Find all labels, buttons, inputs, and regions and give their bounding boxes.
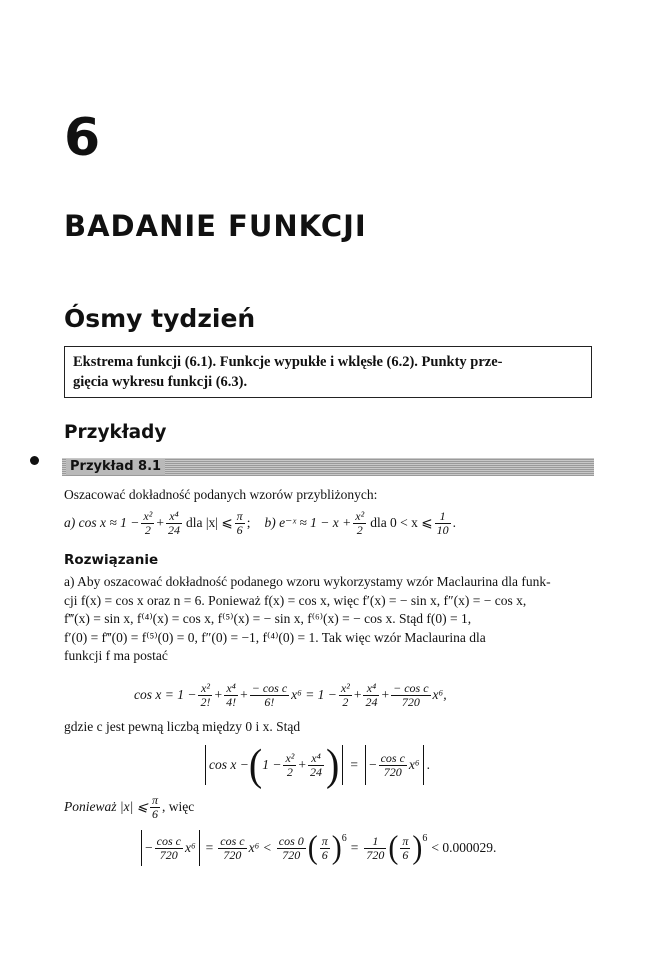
solution-line-7 — [64, 790, 194, 824]
equation-maclaurin — [134, 674, 447, 716]
topics-box — [64, 346, 592, 398]
eq2-b: 1 − — [262, 757, 282, 772]
bullet-icon — [30, 456, 39, 465]
examples-heading: Przykłady — [64, 422, 167, 443]
solution-line-5: funkcji f ma postać — [64, 648, 168, 663]
eq3-frac4: $\frac{\pi}{6}$ — [321, 833, 328, 862]
equation-bound — [138, 826, 496, 870]
eq1-plus2: + — [240, 687, 248, 702]
line7-a: Ponieważ |x| ⩽ — [64, 799, 148, 814]
solution-paragraph — [64, 573, 592, 666]
formula-a-frac1: $\frac{\text{x²}}{2}$ — [143, 508, 153, 537]
solution-line-1: a) Aby oszacować dokładność podanego wzoru wykorzystamy wzór Maclaurina dla funk- — [64, 574, 551, 589]
chapter-number: 6 — [64, 108, 101, 168]
formula-a-frac3: $\frac{\pi}{6}$ — [236, 508, 243, 537]
eq1-frac1: $\frac{\text{x²}}{2!}$ — [200, 680, 211, 709]
formula-a-frac2: $\frac{\text{x⁴}}{24}$ — [167, 508, 180, 537]
eq1-mid: x⁶ = 1 − — [291, 687, 337, 702]
formula-b-frac2: $\frac{1}{10}$ — [436, 508, 449, 537]
eq1-frac3: $\frac{\text{− cos c}}{6!}$ — [251, 680, 288, 709]
eq3-pow2: 6 — [422, 833, 428, 844]
eq2-a: cos x − — [209, 757, 249, 772]
example-label: Przykład 8.1 — [66, 459, 165, 475]
eq2-plus: + — [298, 757, 306, 772]
eq2-frac3: $\frac{\text{cos c}}{720}$ — [380, 750, 405, 779]
solution-heading: Rozwiązanie — [64, 552, 159, 568]
solution-line-6: gdzie c jest pewną liczbą między 0 i x. Stąd — [64, 719, 301, 734]
right-paren: ) — [326, 739, 340, 790]
eq3-frac3: $\frac{\cos 0}{720}$ — [278, 833, 304, 862]
eq1-frac2: $\frac{\text{x⁴}}{4!}$ — [226, 680, 237, 709]
eq1-frac6: $\frac{\text{− cos c}}{720}$ — [393, 680, 429, 709]
formula-a-cond: dla |x| ⩽ — [185, 515, 233, 530]
eq2-frac1: $\frac{\text{x²}}{2}$ — [285, 750, 295, 779]
formula-b-label: b) e⁻ˣ ≈ 1 − x + — [264, 515, 352, 530]
eq2-frac2: $\frac{\text{x⁴}}{24}$ — [310, 750, 322, 779]
eq1-plus3: + — [353, 687, 362, 702]
solution-line-3: f‴(x) = sin x, f⁽⁴⁾(x) = cos x, f⁽⁵⁾(x) = − sin x, f⁽⁶⁾(x) = − cos x. Stąd f(0) = 1, — [64, 611, 472, 626]
solution-line-4: f′(0) = f‴(0) = f⁽⁵⁾(0) = 0, f″(0) = −1, f⁽⁴⁾(0) = 1. Tak więc wzór Maclaurina dla — [64, 629, 486, 645]
chapter-title: BADANIE FUNKCJI — [64, 209, 367, 243]
week-title: Ósmy tydzień — [64, 304, 256, 333]
eq1-plus4: + — [381, 687, 390, 702]
abs-bar — [141, 830, 142, 866]
left-paren: ( — [248, 739, 263, 790]
formula-a-label: a) cos x ≈ 1 − — [64, 515, 140, 530]
eq3-frac5: $\frac{1}{720}$ — [366, 833, 385, 862]
eq1-frac4: $\frac{\text{x²}}{2}$ — [340, 680, 350, 709]
eq3-end: < 0.000029. — [431, 840, 497, 855]
formula-a-plus: + — [156, 515, 164, 530]
eq1-end: x⁶, — [432, 687, 447, 702]
eq2-x6: x⁶ — [408, 757, 420, 772]
abs-bar — [205, 745, 206, 785]
right-paren: ) — [412, 829, 423, 866]
solution-line-2: cji f(x) = cos x oraz n = 6. Ponieważ f(x) = cos x, więc f′(x) = − sin x, f″(x) = − cos x, — [64, 592, 527, 608]
eq3-frac2: $\frac{\text{cos c}}{720}$ — [220, 833, 245, 862]
eq1-plus1: + — [214, 687, 223, 702]
eq3-minus: − — [145, 840, 153, 855]
line7-b: , więc — [162, 799, 195, 814]
eq3-x6b: x⁶ < — [248, 840, 272, 855]
eq2-equals: = — [350, 757, 358, 772]
eq3-x6a: x⁶ — [184, 840, 196, 855]
eq2-minus: − — [368, 757, 377, 772]
formula-line — [64, 504, 456, 542]
eq2-end: . — [426, 757, 430, 772]
line7-frac: $\frac{\pi}{6}$ — [151, 792, 158, 821]
topics-line-1: Ekstrema funkcji (6.1). Funkcje wypukłe i wklęsłe (6.2). Punkty prze- — [73, 354, 503, 370]
topics-line-2: gięcia wykresu funkcji (6.3). — [73, 374, 248, 390]
equation-error — [202, 739, 430, 790]
right-paren: ) — [331, 829, 342, 866]
left-paren: ( — [388, 829, 399, 866]
eq1-lhs: cos x = 1 − — [134, 687, 197, 702]
abs-bar — [423, 745, 424, 785]
formula-b-end: . — [452, 515, 456, 530]
eq3-eq1: = — [205, 840, 214, 855]
abs-bar — [342, 745, 343, 785]
eq3-frac1: $\frac{\text{cos c}}{720}$ — [156, 833, 181, 862]
eq1-frac5: $\frac{\text{x⁴}}{24}$ — [365, 680, 378, 709]
problem-intro: Oszacować dokładność podanych wzorów przybliżonych: — [64, 487, 378, 502]
abs-bar — [199, 830, 200, 866]
eq3-frac6: $\frac{\pi}{6}$ — [402, 833, 409, 862]
left-paren: ( — [307, 829, 318, 866]
eq3-pow1: 6 — [341, 833, 347, 844]
eq3-eq2: = — [350, 840, 359, 855]
abs-bar — [365, 745, 366, 785]
formula-b-cond: dla 0 < x ⩽ — [370, 515, 433, 530]
formula-a-end: ; — [246, 515, 251, 530]
formula-b-frac1: $\frac{\text{x²}}{2}$ — [355, 508, 365, 537]
